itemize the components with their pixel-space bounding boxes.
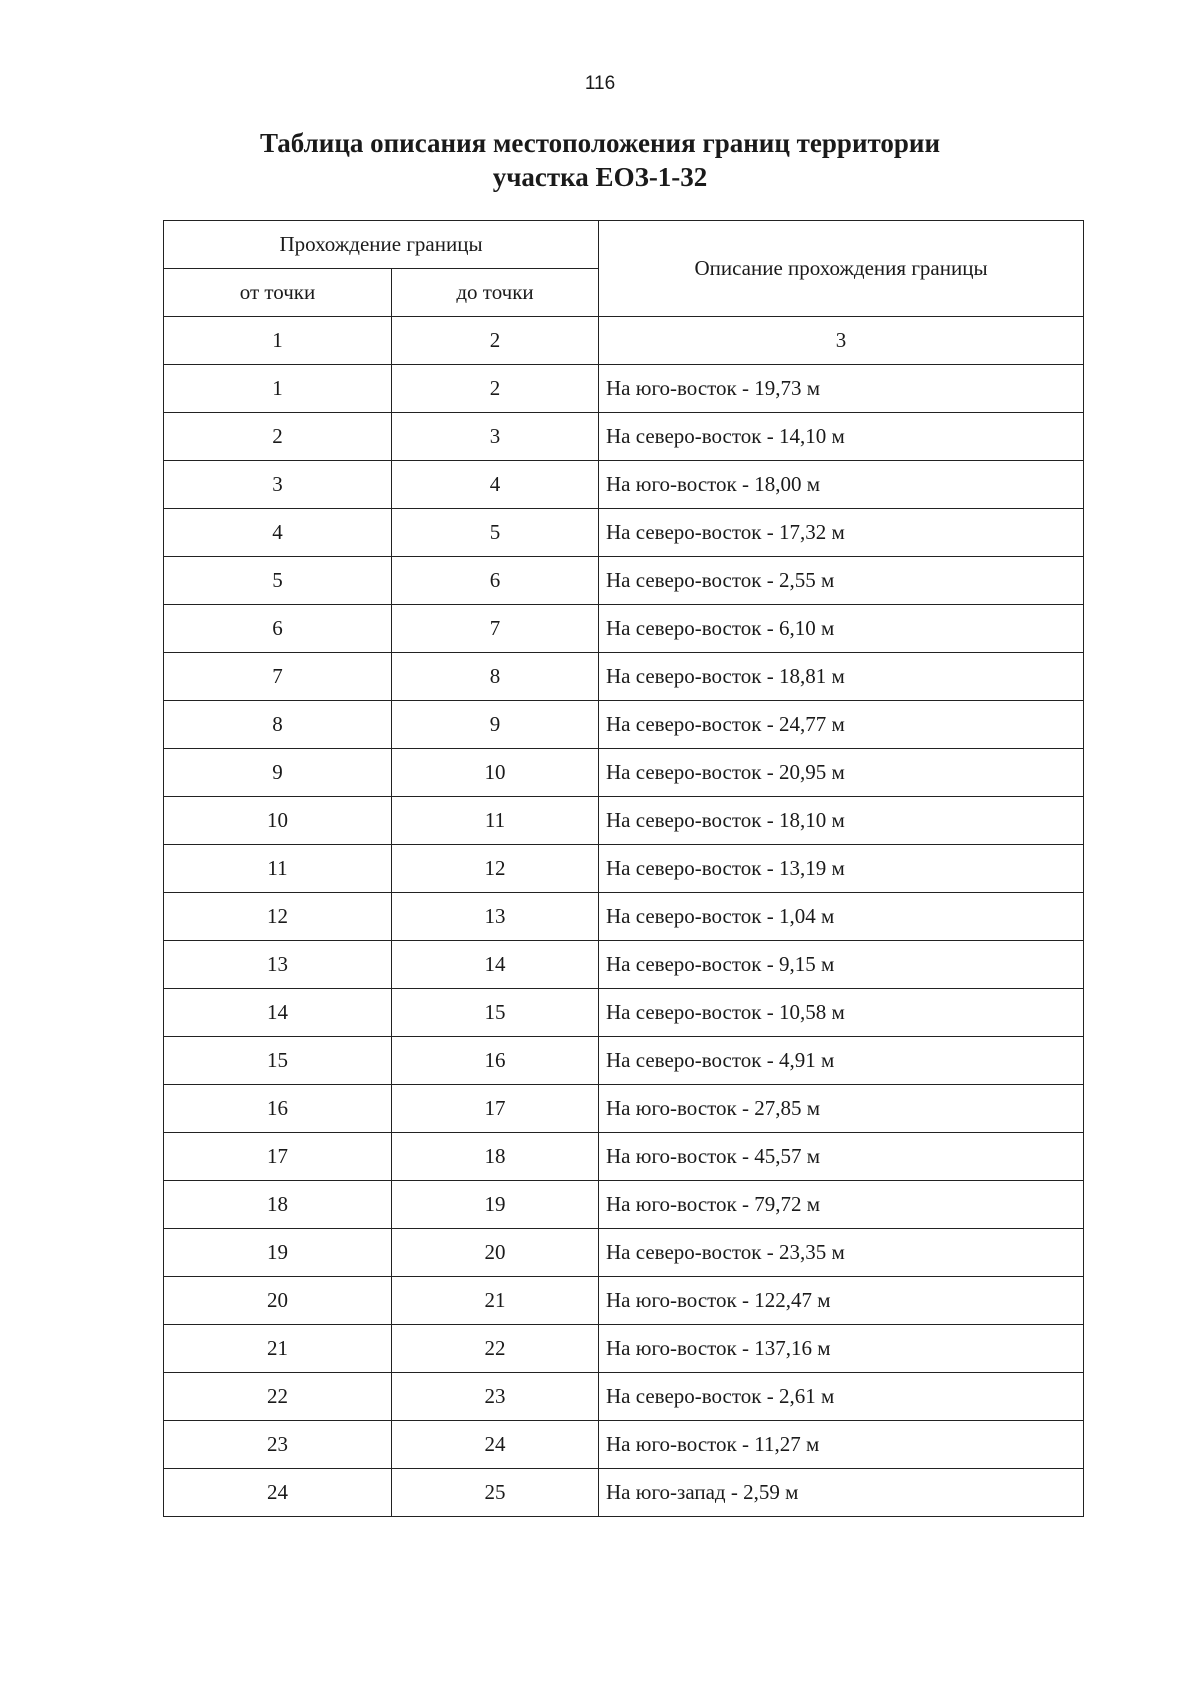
from-point-cell: 24 <box>164 1469 392 1517</box>
to-point-cell: 23 <box>392 1373 599 1421</box>
header-description: Описание прохождения границы <box>599 221 1084 317</box>
to-point-cell: 16 <box>392 1037 599 1085</box>
to-point-cell: 13 <box>392 893 599 941</box>
table-row <box>164 653 1084 701</box>
header-to-point: до точки <box>392 269 599 317</box>
description-cell: На юго-восток - 122,47 м <box>599 1277 1084 1325</box>
page-title-line-1: Таблица описания местоположения границ территории <box>259 128 941 158</box>
from-point-cell: 22 <box>164 1373 392 1421</box>
table-row <box>164 557 1084 605</box>
description-cell: На северо-восток - 9,15 м <box>599 941 1084 989</box>
column-number-3: 3 <box>599 317 1084 365</box>
from-point-cell: 16 <box>164 1085 392 1133</box>
table-row <box>164 1085 1084 1133</box>
description-cell: На северо-восток - 4,91 м <box>599 1037 1084 1085</box>
description-cell: На северо-восток - 2,55 м <box>599 557 1084 605</box>
to-point-cell: 9 <box>392 701 599 749</box>
from-point-cell: 21 <box>164 1325 392 1373</box>
page-number: 116 <box>584 73 616 94</box>
from-point-cell: 15 <box>164 1037 392 1085</box>
description-cell: На северо-восток - 18,10 м <box>599 797 1084 845</box>
table-row <box>164 797 1084 845</box>
table-row <box>164 509 1084 557</box>
description-cell: На северо-восток - 17,32 м <box>599 509 1084 557</box>
description-cell: На северо-восток - 2,61 м <box>599 1373 1084 1421</box>
from-point-cell: 11 <box>164 845 392 893</box>
page-title-line-2: участка ЕОЗ-1-32 <box>492 162 708 192</box>
to-point-cell: 20 <box>392 1229 599 1277</box>
from-point-cell: 19 <box>164 1229 392 1277</box>
description-cell: На юго-запад - 2,59 м <box>599 1469 1084 1517</box>
description-cell: На юго-восток - 137,16 м <box>599 1325 1084 1373</box>
table-row <box>164 1181 1084 1229</box>
from-point-cell: 1 <box>164 365 392 413</box>
table-row <box>164 749 1084 797</box>
description-cell: На северо-восток - 24,77 м <box>599 701 1084 749</box>
page-title <box>0 126 1200 194</box>
to-point-cell: 15 <box>392 989 599 1037</box>
from-point-cell: 14 <box>164 989 392 1037</box>
from-point-cell: 12 <box>164 893 392 941</box>
table-row <box>164 461 1084 509</box>
table-row <box>164 1325 1084 1373</box>
from-point-cell: 8 <box>164 701 392 749</box>
table-row <box>164 605 1084 653</box>
from-point-cell: 17 <box>164 1133 392 1181</box>
from-point-cell: 23 <box>164 1421 392 1469</box>
table-row <box>164 1421 1084 1469</box>
table-row <box>164 1133 1084 1181</box>
to-point-cell: 3 <box>392 413 599 461</box>
table-row <box>164 701 1084 749</box>
description-cell: На северо-восток - 6,10 м <box>599 605 1084 653</box>
description-cell: На северо-восток - 13,19 м <box>599 845 1084 893</box>
table-row <box>164 365 1084 413</box>
boundary-description-table <box>163 220 1084 1517</box>
to-point-cell: 4 <box>392 461 599 509</box>
table-header-row <box>164 221 1084 269</box>
table-row <box>164 1037 1084 1085</box>
to-point-cell: 8 <box>392 653 599 701</box>
to-point-cell: 14 <box>392 941 599 989</box>
description-cell: На северо-восток - 1,04 м <box>599 893 1084 941</box>
to-point-cell: 2 <box>392 365 599 413</box>
table-row <box>164 989 1084 1037</box>
from-point-cell: 3 <box>164 461 392 509</box>
to-point-cell: 11 <box>392 797 599 845</box>
from-point-cell: 13 <box>164 941 392 989</box>
to-point-cell: 19 <box>392 1181 599 1229</box>
to-point-cell: 12 <box>392 845 599 893</box>
table-row <box>164 413 1084 461</box>
to-point-cell: 18 <box>392 1133 599 1181</box>
description-cell: На северо-восток - 10,58 м <box>599 989 1084 1037</box>
from-point-cell: 9 <box>164 749 392 797</box>
table-row <box>164 1229 1084 1277</box>
to-point-cell: 25 <box>392 1469 599 1517</box>
table-row <box>164 845 1084 893</box>
description-cell: На северо-восток - 14,10 м <box>599 413 1084 461</box>
from-point-cell: 18 <box>164 1181 392 1229</box>
from-point-cell: 10 <box>164 797 392 845</box>
column-number-2: 2 <box>392 317 599 365</box>
table-row <box>164 941 1084 989</box>
description-cell: На северо-восток - 23,35 м <box>599 1229 1084 1277</box>
table-body <box>164 365 1084 1517</box>
to-point-cell: 24 <box>392 1421 599 1469</box>
from-point-cell: 7 <box>164 653 392 701</box>
column-number-1: 1 <box>164 317 392 365</box>
to-point-cell: 17 <box>392 1085 599 1133</box>
description-cell: На северо-восток - 18,81 м <box>599 653 1084 701</box>
description-cell: На юго-восток - 11,27 м <box>599 1421 1084 1469</box>
from-point-cell: 20 <box>164 1277 392 1325</box>
to-point-cell: 7 <box>392 605 599 653</box>
description-cell: На юго-восток - 19,73 м <box>599 365 1084 413</box>
to-point-cell: 10 <box>392 749 599 797</box>
table-row <box>164 1277 1084 1325</box>
from-point-cell: 5 <box>164 557 392 605</box>
header-from-point: от точки <box>164 269 392 317</box>
description-cell: На юго-восток - 27,85 м <box>599 1085 1084 1133</box>
from-point-cell: 2 <box>164 413 392 461</box>
description-cell: На юго-восток - 18,00 м <box>599 461 1084 509</box>
description-cell: На юго-восток - 79,72 м <box>599 1181 1084 1229</box>
to-point-cell: 22 <box>392 1325 599 1373</box>
description-cell: На северо-восток - 20,95 м <box>599 749 1084 797</box>
to-point-cell: 5 <box>392 509 599 557</box>
table-row <box>164 1469 1084 1517</box>
from-point-cell: 6 <box>164 605 392 653</box>
to-point-cell: 21 <box>392 1277 599 1325</box>
header-boundary-passage: Прохождение границы <box>164 221 599 269</box>
table-column-numbers-row <box>164 317 1084 365</box>
to-point-cell: 6 <box>392 557 599 605</box>
table-row <box>164 893 1084 941</box>
table-row <box>164 1373 1084 1421</box>
description-cell: На юго-восток - 45,57 м <box>599 1133 1084 1181</box>
from-point-cell: 4 <box>164 509 392 557</box>
